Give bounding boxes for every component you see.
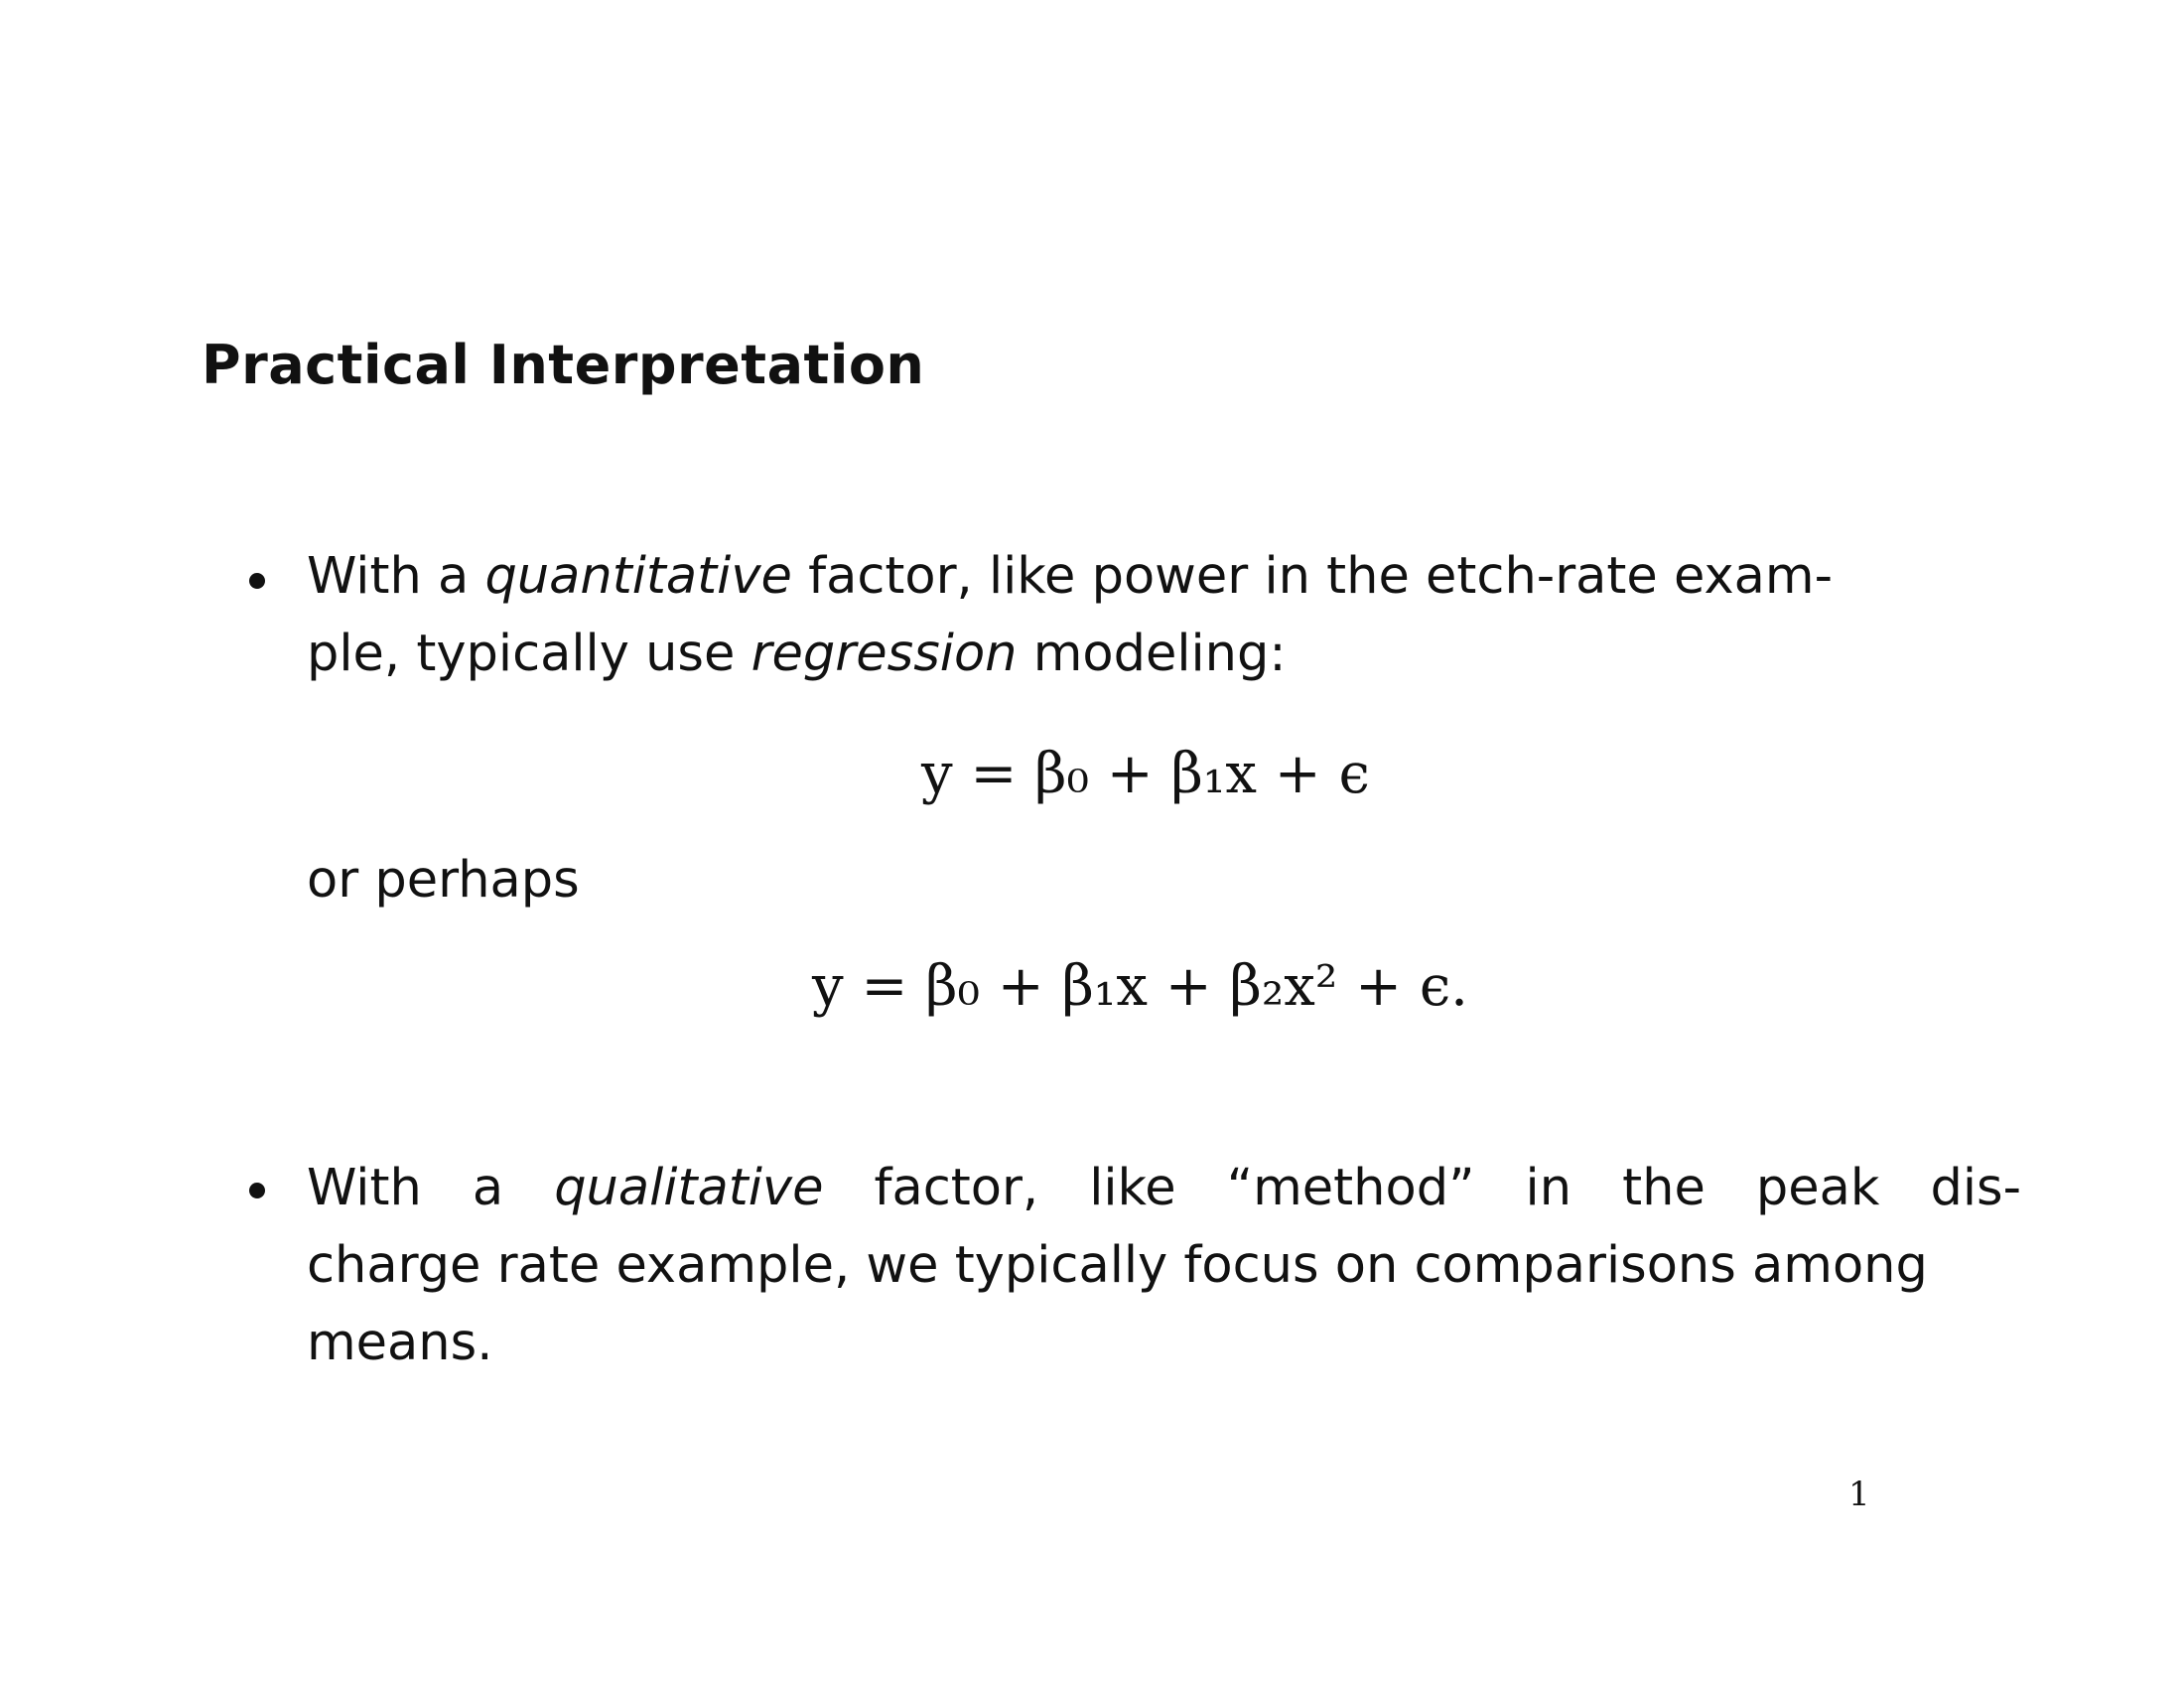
term-qualitative: qualitative — [554, 1159, 824, 1217]
equation-quadratic-model: y = β₀ + β₁x + β₂x² + ϵ. — [812, 954, 1468, 1019]
bullet-point-icon — [249, 573, 265, 589]
bullet-1-line-1 — [307, 538, 1833, 616]
bullet-2-line-1-prefix: With a — [307, 1159, 555, 1217]
bullet-1-line-1-suffix: factor, like power in the etch-rate exam- — [791, 547, 1833, 606]
bullet-1-line-2-suffix: modeling: — [1017, 625, 1287, 683]
bullet-1-line-2 — [307, 616, 1287, 693]
bullet-1-line-1-prefix: With a — [307, 547, 485, 606]
page-number: 1 — [1848, 1475, 1870, 1514]
bullet-2-line-1 — [307, 1150, 2021, 1227]
term-quantitative: quantitative — [484, 547, 792, 606]
bullet-1-line-2-prefix: ple, typically use — [307, 625, 751, 683]
connector-text: or perhaps — [307, 851, 580, 910]
equation-linear-model: y = β₀ + β₁x + ϵ — [921, 742, 1370, 806]
slide-title: Practical Interpretation — [202, 334, 925, 396]
bullet-2-line-2: charge rate example, we typically focus on comparisons among — [307, 1236, 1928, 1295]
bullet-2-line-1-suffix: factor, like “method” in the peak dis- — [823, 1159, 2021, 1217]
bullet-2-line-3: means. — [307, 1314, 493, 1372]
term-regression: regression — [751, 625, 1018, 683]
bullet-point-icon — [249, 1183, 265, 1198]
